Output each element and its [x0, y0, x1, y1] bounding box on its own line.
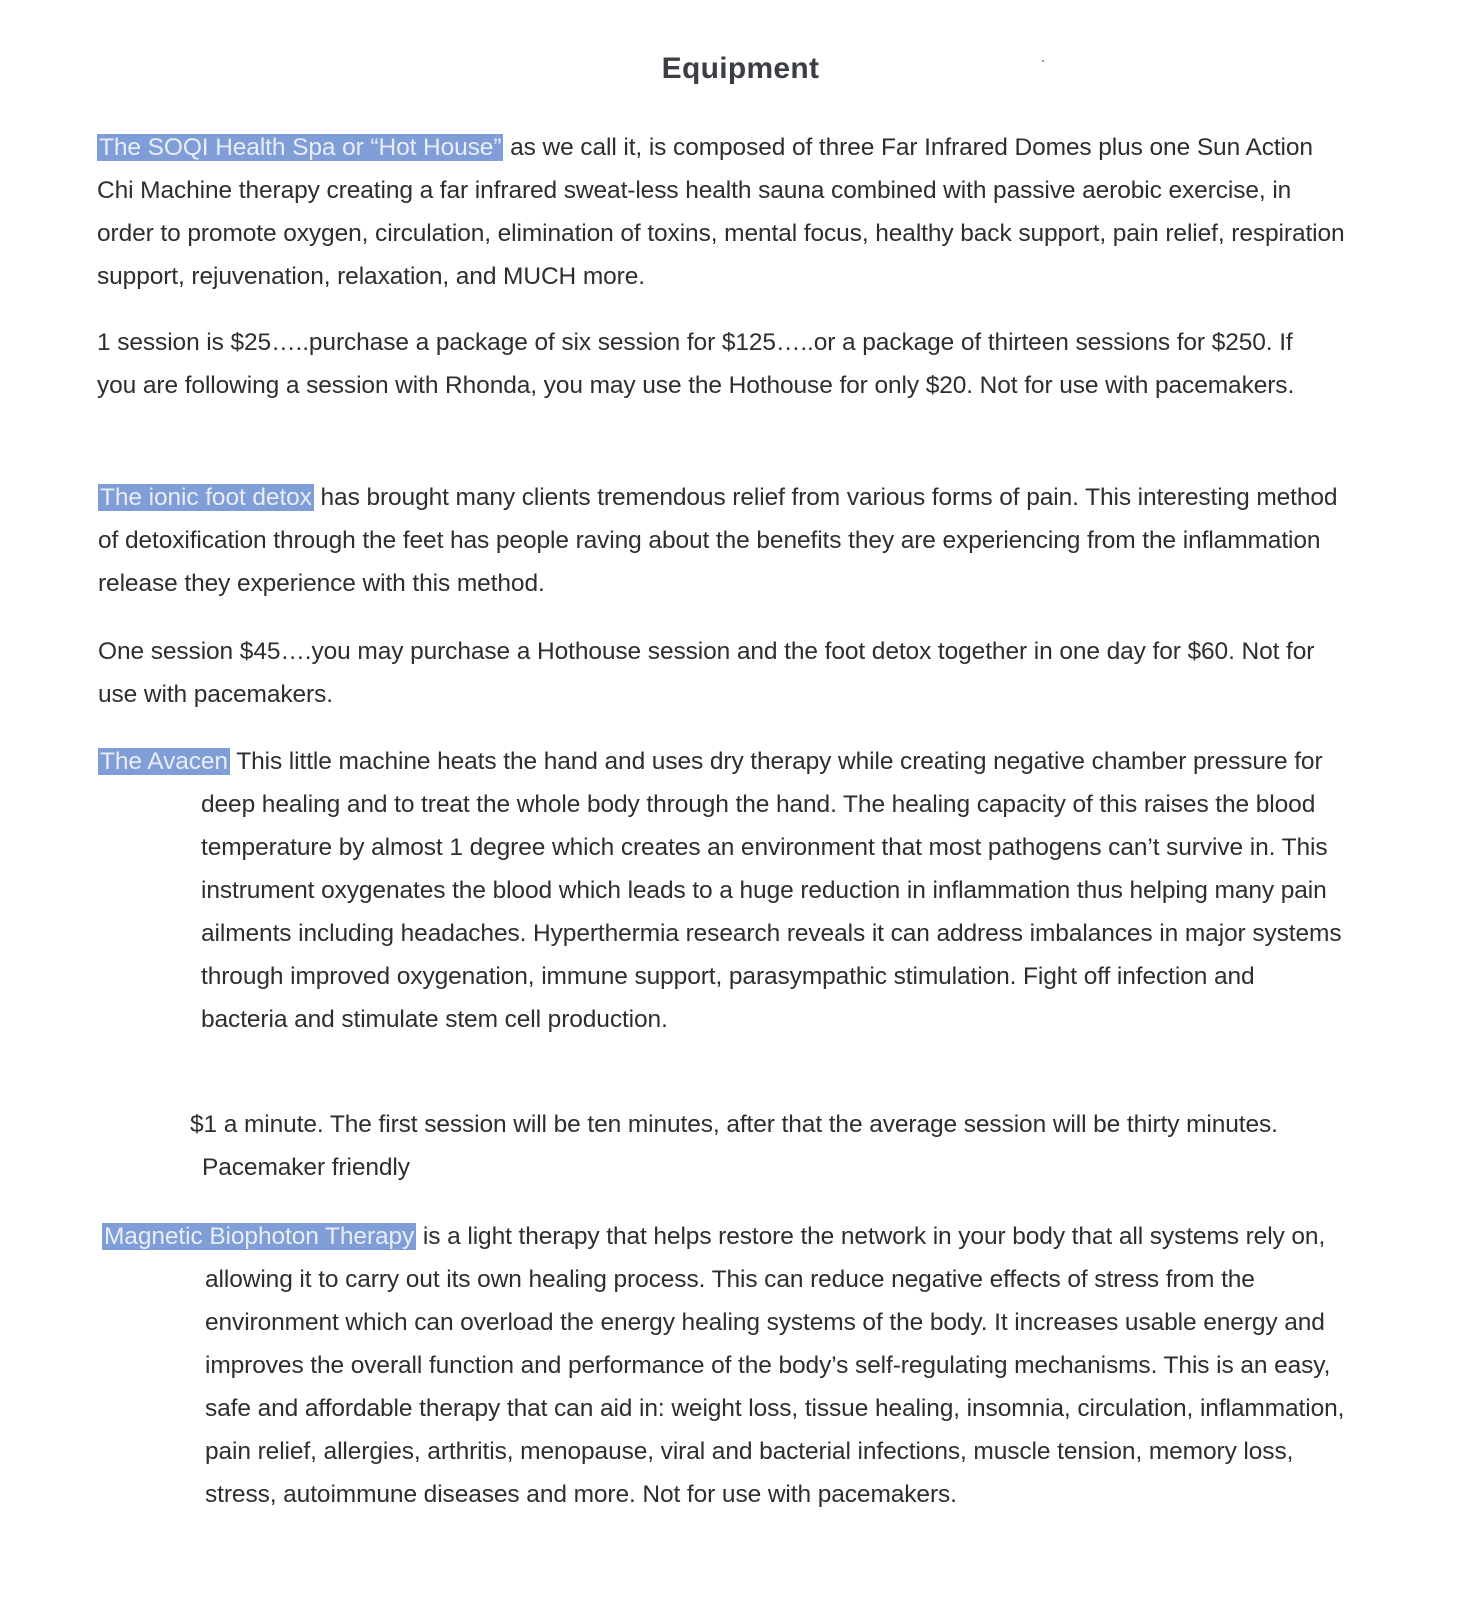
avacen-paragraph	[98, 740, 1346, 1041]
avacen-text: This little machine heats the hand and uses dry therapy while creating negative chamber pressure for deep healing and to treat the whole body through the hand. The healing capacity of this raises the blood temperature by almost 1 degree which creates an environment that most pathogens can’t survive in. This instrument oxygenates the blood which leads to a huge reduction in inflammation thus helping many pain ailments including headaches. Hyperthermia research reveals it can address imbalances in major systems through improved oxygenation, immune support, parasympathic stimulation. Fight off infection and bacteria and stimulate stem cell production.	[201, 748, 1342, 1033]
biophoton-paragraph	[102, 1215, 1355, 1516]
soqi-pricing-paragraph: 1 session is $25…..purchase a package of six session for $125…..or a package of thirteen sessions for $250. If you are following a session with Rhonda, you may use the Hothouse for only $20. Not for use with pacemakers.	[97, 329, 1295, 399]
biophoton-text: is a light therapy that helps restore the network in your body that all systems rely on, allowing it to carry out its own healing process. This can reduce negative effects of stress from the environment which can overload the energy healing systems of the body. It increases usable energy and improves the overall function and performance of the body’s self-regulating mechanisms. This is an easy, safe and affordable therapy that can aid in: weight loss, tissue healing, insomnia, circulation, inflammation, pain relief, allergies, arthritis, menopause, viral and bacterial infections, muscle tension, memory loss, stress, autoimmune diseases and more. Not for use with pacemakers.	[205, 1223, 1345, 1508]
avacen-pricing-paragraph: $1 a minute. The first session will be ten minutes, after that the average session will be thirty minutes. Pacemaker friendly	[190, 1111, 1278, 1181]
page-title: Equipment	[661, 52, 820, 85]
soqi-paragraph	[97, 126, 1347, 298]
biophoton-highlight: Magnetic Biophoton Therapy	[104, 1223, 415, 1250]
foot-detox-text: has brought many clients tremendous relief from various forms of pain. This interesting method of detoxification through the feet has people raving about the benefits they are experiencing from the inflammation release they experience with this method.	[98, 484, 1338, 597]
foot-detox-paragraph	[98, 476, 1338, 605]
soqi-text: as we call it, is composed of three Far Infrared Domes plus one Sun Action Chi Machine therapy creating a far infrared sweat-less health sauna combined with passive aerobic exercise, in order to promote oxygen, circulation, elimination of toxins, mental focus, healthy back support, pain relief, respiration support, rejuvenation, relaxation, and MUCH more.	[97, 134, 1345, 290]
foot-detox-highlight: The ionic foot detox	[100, 484, 312, 511]
foot-detox-pricing-paragraph: One session $45….you may purchase a Hothouse session and the foot detox together in one day for $60. Not for use with pacemakers.	[98, 638, 1315, 708]
soqi-highlight: The SOQI Health Spa or “Hot House”	[99, 134, 502, 161]
avacen-highlight: The Avacen	[100, 748, 228, 775]
